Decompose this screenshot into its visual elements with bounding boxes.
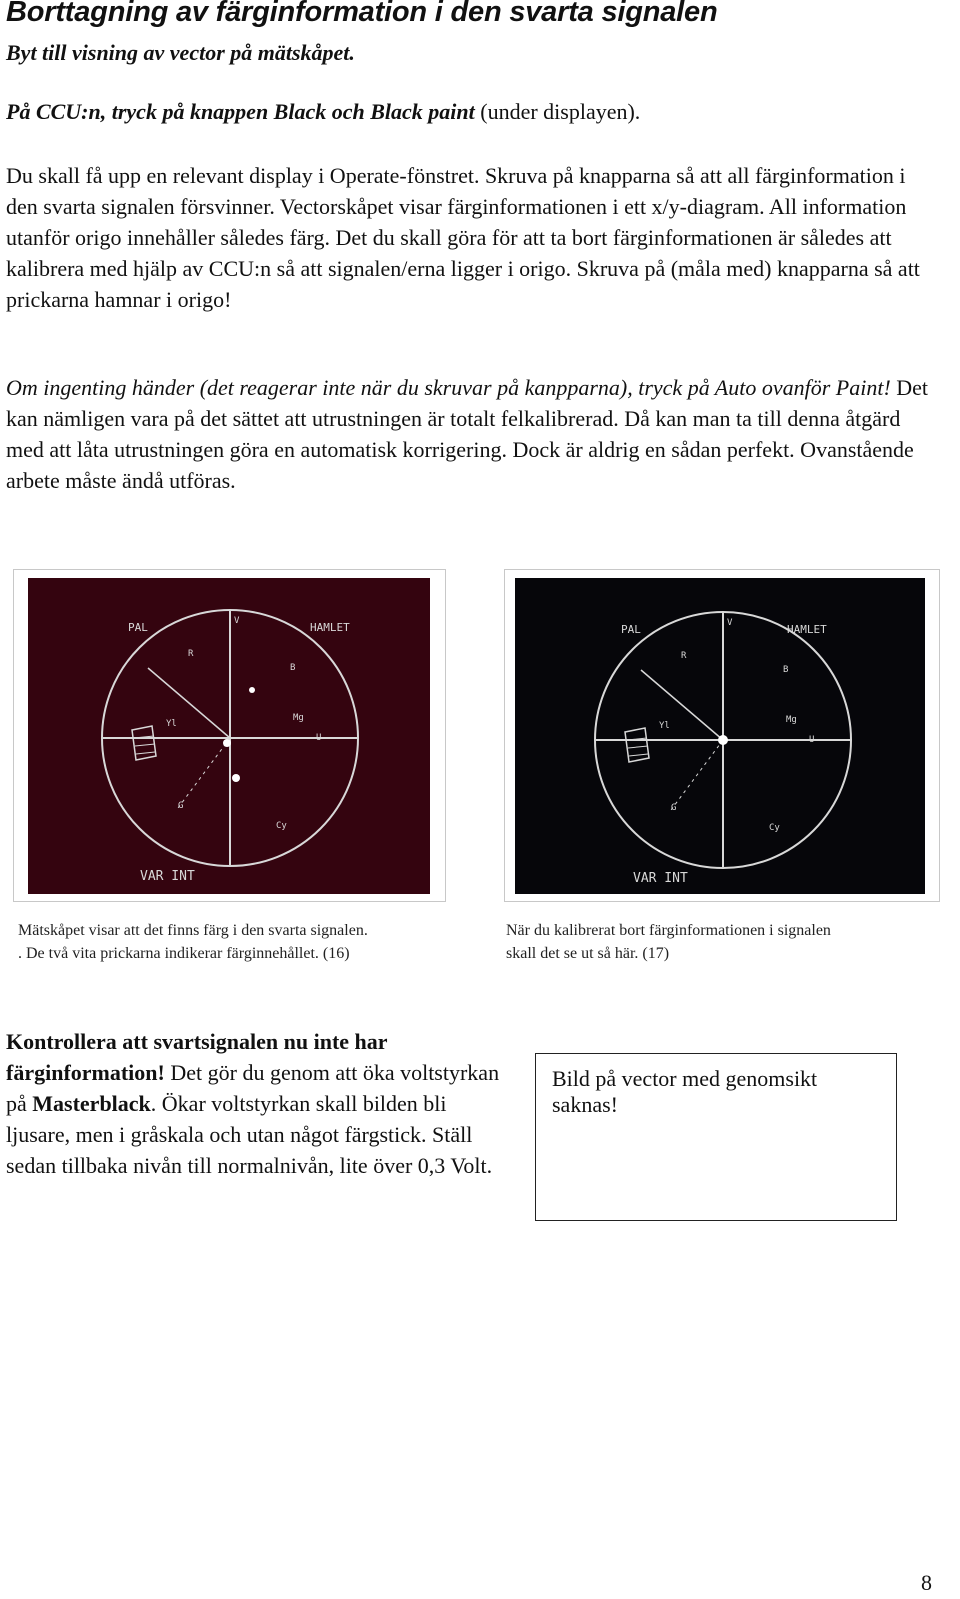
vectorscope-screen-1 <box>28 578 430 894</box>
figure-1-caption <box>18 919 458 965</box>
screen-label-brand: HAMLET <box>787 623 827 636</box>
signal-dot <box>249 687 255 693</box>
step-emphasis: På CCU:n, tryck på knappen Black och Black paint <box>6 99 475 124</box>
caption-line: . De två vita prickarna indikerar färginnehållet. (16) <box>18 945 350 962</box>
step-switch-to-vector: Byt till visning av vector på mätskåpet. <box>6 40 355 65</box>
target-label-g: G <box>671 803 677 813</box>
vectorscope-screen-2 <box>515 578 925 894</box>
axis-label-u: U <box>316 733 322 743</box>
figure-vectorscope-with-color <box>13 569 446 902</box>
signal-dot <box>223 739 231 747</box>
caption-line: När du kalibrerat bort färginformationen i signalen <box>506 922 831 939</box>
screen-label-standard: PAL <box>621 623 641 636</box>
axis-label-v: V <box>727 618 733 628</box>
target-label-r: R <box>681 651 687 661</box>
masterblack-text: Det gör du genom att öka voltstyrkan på <box>6 1060 500 1116</box>
screen-label-mode: VAR INT <box>140 869 195 884</box>
auto-paint-paragraph <box>6 372 936 496</box>
target-label-cy: Cy <box>276 821 287 831</box>
figure-2-caption <box>506 919 936 965</box>
target-label-b: B <box>783 665 789 675</box>
instruction-paragraph: Du skall få upp en relevant display i Operate-fönstret. Skruva på knapparna så att all färginformation i den svarta signalen försvinner. Vectorskåpet visar färginformationen i ett x/y-diagram. All information utanför origo innehåller således färg. Det du skall göra för att ta bort färginformationen är således att kalibrera med hjälp av CCU:n så att signalen/erna ligger i origo. Skruva på (måla med) knapparna så att prickarna hamnar i origo! <box>6 163 920 312</box>
target-label-yl: Yl <box>166 719 177 729</box>
figure-vectorscope-calibrated <box>504 569 940 902</box>
target-label-cy: Cy <box>769 823 780 833</box>
signal-dot <box>232 774 240 782</box>
target-label-yl: Yl <box>659 721 670 731</box>
target-label-mg: Mg <box>786 715 797 725</box>
target-label-r: R <box>188 649 194 659</box>
auto-paint-rest: Det kan nämligen vara på det sättet att utrustningen är totalt felkalibrerad. Då kan man ta till denna åtgärd med att låta utrustningen göra en automatisk korrigering. Dock är aldrig en sådan perfekt. Ovanstående arbete måste ändå utföras. <box>6 375 929 493</box>
page-number: 8 <box>921 1570 932 1595</box>
page-heading: Borttagning av färginformation i den svarta signalen <box>6 0 718 28</box>
target-label-g: G <box>178 801 184 811</box>
caption-line: Mätskåpet visar att det finns färg i den svarta signalen. <box>18 922 368 939</box>
step-press-black-paint <box>6 99 640 125</box>
masterblack-text: . Ökar voltstyrkan skall bilden bli ljusare, men i gråskala och utan något färgstick. Ställ sedan tillbaka nivån till normalnivån, lite över 0,3 Volt. <box>6 1091 493 1178</box>
screen-label-standard: PAL <box>128 621 148 634</box>
masterblack-paragraph <box>6 1026 516 1181</box>
target-label-mg: Mg <box>293 713 304 723</box>
signal-dot-origin <box>718 735 728 745</box>
masterblack-term: Masterblack <box>32 1091 151 1116</box>
caption-line: skall det se ut så här. (17) <box>506 945 670 962</box>
axis-label-v: V <box>234 616 240 626</box>
masterblack-check-heading: Kontrollera att svartsignalen nu inte har färginformation! <box>6 1029 388 1085</box>
missing-image-notice: Bild på vector med genomsikt saknas! <box>535 1053 897 1221</box>
axis-label-u: U <box>809 735 815 745</box>
screen-label-mode: VAR INT <box>633 871 688 886</box>
target-label-b: B <box>290 663 296 673</box>
auto-paint-note: Om ingenting händer (det reagerar inte när du skruvar på kanpparna), tryck på Auto ovanför Paint! <box>6 375 891 400</box>
step-rest: (under displayen). <box>474 99 641 124</box>
screen-label-brand: HAMLET <box>310 621 350 634</box>
